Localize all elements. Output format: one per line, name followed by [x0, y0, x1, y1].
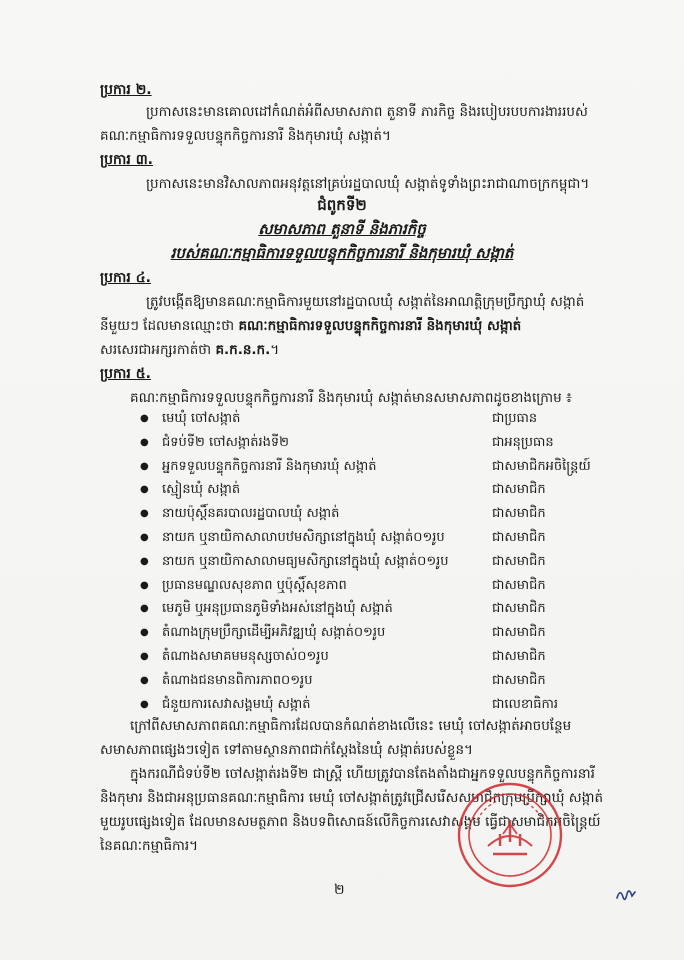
- article-5-heading: ប្រការ ៥.: [100, 366, 151, 382]
- article-5-intro: គណៈកម្មាធិការទទួលបន្ទុកកិច្ចការនារី និងកុមារឃុំ សង្កាត់មានសមាសភាពដូចខាងក្រោម ៖: [130, 390, 572, 406]
- article-5-para-2-line-3: មួយរូបផ្សេងទៀត ដែលមានសមត្ថភាព និងបទពិសោធន៍លើកិច្ចការសេវាសង្គម ធ្វើជាសមាជិកអចិន្ត្រៃយ៍: [100, 814, 601, 830]
- list-item: [140, 600, 580, 624]
- list-item: [140, 481, 580, 505]
- member-name: អ្នកទទួលបន្ទុកកិច្ចការនារី និងកុមារឃុំ សង្កាត់: [162, 458, 377, 474]
- article-5-para-1-line-2: សមាសភាពផ្សេងៗទៀត ទៅតាមស្ថានភាពជាក់ស្តែងនៃឃុំ សង្កាត់របស់ខ្លួន។: [100, 742, 473, 758]
- article-5-para-2-line-2: និងកុមារ និងជាអនុប្រធានគណៈកម្មាធិការ មេឃុំ ចៅសង្កាត់ត្រូវជ្រើសរើសសមាជិកក្រុមប្រឹក្សាឃុំ សង្កាត់: [100, 790, 604, 806]
- member-role: ជាសមាជិក: [492, 577, 546, 593]
- list-item: [140, 458, 591, 482]
- member-role: ជាសមាជិក: [492, 625, 546, 641]
- member-name: ស្មៀនឃុំ សង្កាត់: [162, 482, 241, 498]
- list-item: [140, 434, 580, 458]
- article-2-line-1: ប្រកាសនេះមានគោលដៅកំណត់អំពីសមាសភាព តួនាទី ភារកិច្ច និងរបៀបរបបការងាររបស់: [146, 104, 588, 120]
- list-item: [140, 624, 580, 648]
- article-4-heading: ប្រការ ៤.: [100, 270, 151, 286]
- page-number: ២: [334, 882, 345, 898]
- article-5-para-2-line-4: នៃគណៈកម្មាធិការ។: [100, 838, 199, 854]
- list-item: [140, 648, 580, 672]
- member-name: ប្រធានមណ្ឌលសុខភាព ឬប៉ុស្តិ៍សុខភាព: [162, 577, 347, 593]
- article-3-heading: ប្រការ ៣.: [100, 152, 153, 168]
- member-role: ជាសមាជិកអចិន្ត្រៃយ៍: [492, 458, 591, 474]
- chapter-title-line-2: របស់គណៈកម្មាធិការទទួលបន្ទុកកិច្ចការនារី និងកុមារឃុំ សង្កាត់: [170, 244, 514, 262]
- member-name: នាយប៉ុស្តិ៍នគរបាលរដ្ឋបាលឃុំ សង្កាត់: [162, 506, 340, 522]
- member-name: តំណាងជនមានពិការភាព០១រូប: [162, 672, 313, 688]
- article-5-para-2-line-1: ក្នុងករណីជំទប់ទី២ ចៅសង្កាត់រងទី២ ជាស្ត្រី ហើយត្រូវបានតែងតាំងជាអ្នកទទួលបន្ទុកកិច្ចការនារី: [130, 766, 595, 782]
- article-5-para-1-line-1: ក្រៅពីសមាសភាពគណៈកម្មាធិការដែលបានកំណត់ខាងលើនេះ មេឃុំ ចៅសង្កាត់អាចបន្ថែម: [130, 718, 572, 734]
- member-role: ជាសមាជិក: [492, 530, 546, 545]
- member-role: ជាប្រធាន: [492, 411, 538, 426]
- member-name: ជំទប់ទី២ ចៅសង្កាត់រងទី២: [162, 434, 289, 450]
- list-item: [140, 553, 580, 577]
- bullet-icon: ●: [140, 579, 149, 591]
- list-item: [140, 529, 580, 553]
- article-4-line-2-prefix: នីមួយៗ ដែលមានឈ្មោះថា: [100, 318, 239, 334]
- bullet-icon: ●: [140, 603, 149, 615]
- article-4-line-2: [100, 316, 521, 336]
- bullet-icon: ●: [140, 532, 149, 543]
- bullet-icon: ●: [140, 698, 149, 710]
- article-2-heading: ប្រការ ២.: [100, 82, 152, 98]
- chapter-label: ជំពូកទី២: [317, 196, 367, 214]
- article-4-line-3-prefix: សរសេរជាអក្សរកាត់ថា: [100, 342, 216, 358]
- member-role: ជាសមាជិក: [492, 672, 546, 688]
- article-2-line-2: គណៈកម្មាធិការទទួលបន្ទុកកិច្ចការនារី និងកុមារឃុំ សង្កាត់។: [100, 128, 391, 144]
- member-role: ជាលេខាធិការ: [492, 696, 559, 712]
- bullet-icon: ●: [140, 460, 149, 472]
- bullet-icon: ●: [140, 627, 149, 639]
- bullet-icon: ●: [140, 555, 149, 567]
- bullet-icon: ●: [140, 651, 149, 662]
- signature-icon: [614, 882, 638, 906]
- member-role: ជាសមាជិក: [492, 482, 546, 498]
- chapter-title-line-1: សមាសភាព តួនាទី និងភារកិច្ច: [258, 220, 426, 238]
- list-item: [140, 410, 580, 434]
- member-name: តំណាងសមាគមមនុស្សចាស់០១រូប: [162, 649, 329, 664]
- member-role: ជាសមាជិក: [492, 506, 546, 522]
- member-name: តំណាងក្រុមប្រឹក្សាដើម្បីអភិវឌ្ឍឃុំ សង្កាត់០១រូប: [162, 625, 386, 641]
- bullet-icon: ●: [140, 508, 149, 520]
- member-name: នាយក ឬនាយិកាសាលាបឋមសិក្សានៅក្នុងឃុំ សង្កាត់០១រូប: [162, 530, 445, 545]
- list-item: [140, 577, 580, 601]
- bullet-icon: ●: [140, 484, 149, 496]
- member-name: មេឃុំ ចៅសង្កាត់: [162, 411, 241, 426]
- list-item: [140, 505, 580, 529]
- article-3-line-1: ប្រកាសនេះមានវិសាលភាពអនុវត្តនៅគ្រប់រដ្ឋបាលឃុំ សង្កាត់ទូទាំងព្រះរាជាណាចក្រកម្ពុជា។: [146, 176, 590, 192]
- member-name: ជំនួយការសេវាសង្គមឃុំ សង្កាត់: [162, 696, 311, 712]
- member-role: ជាសមាជិក: [492, 601, 546, 617]
- committee-full-name: គណៈកម្មាធិការទទួលបន្ទុកកិច្ចការនារី និងកុមារឃុំ សង្កាត់: [238, 318, 522, 334]
- member-name: មេភូមិ ឬអនុប្រធានភូមិទាំងអស់នៅក្នុងឃុំ សង្កាត់: [162, 601, 393, 617]
- member-role: ជាអនុប្រធាន: [492, 434, 554, 450]
- member-role: ជាសមាជិក: [492, 649, 546, 664]
- bullet-icon: ●: [140, 413, 149, 424]
- member-role: ជាសមាជិក: [492, 553, 546, 569]
- article-4-line-3: [100, 340, 279, 360]
- member-name: នាយក ឬនាយិកាសាលាមធ្យមសិក្សានៅក្នុងឃុំ សង្កាត់០១រូប: [162, 553, 449, 569]
- bullet-icon: ●: [140, 436, 149, 448]
- official-seal-icon: [455, 780, 565, 890]
- committee-abbreviation: គ.ក.ន.ក.: [215, 342, 271, 358]
- bullet-icon: ●: [140, 674, 149, 686]
- list-item: [140, 672, 580, 696]
- article-4-line-1: ត្រូវបង្កើតឱ្យមានគណៈកម្មាធិការមួយនៅរដ្ឋបាលឃុំ សង្កាត់នៃអាណត្តិក្រុមប្រឹក្សាឃុំ សង្កាត់: [146, 294, 585, 310]
- article-4-line-3-suffix: ។: [270, 342, 280, 358]
